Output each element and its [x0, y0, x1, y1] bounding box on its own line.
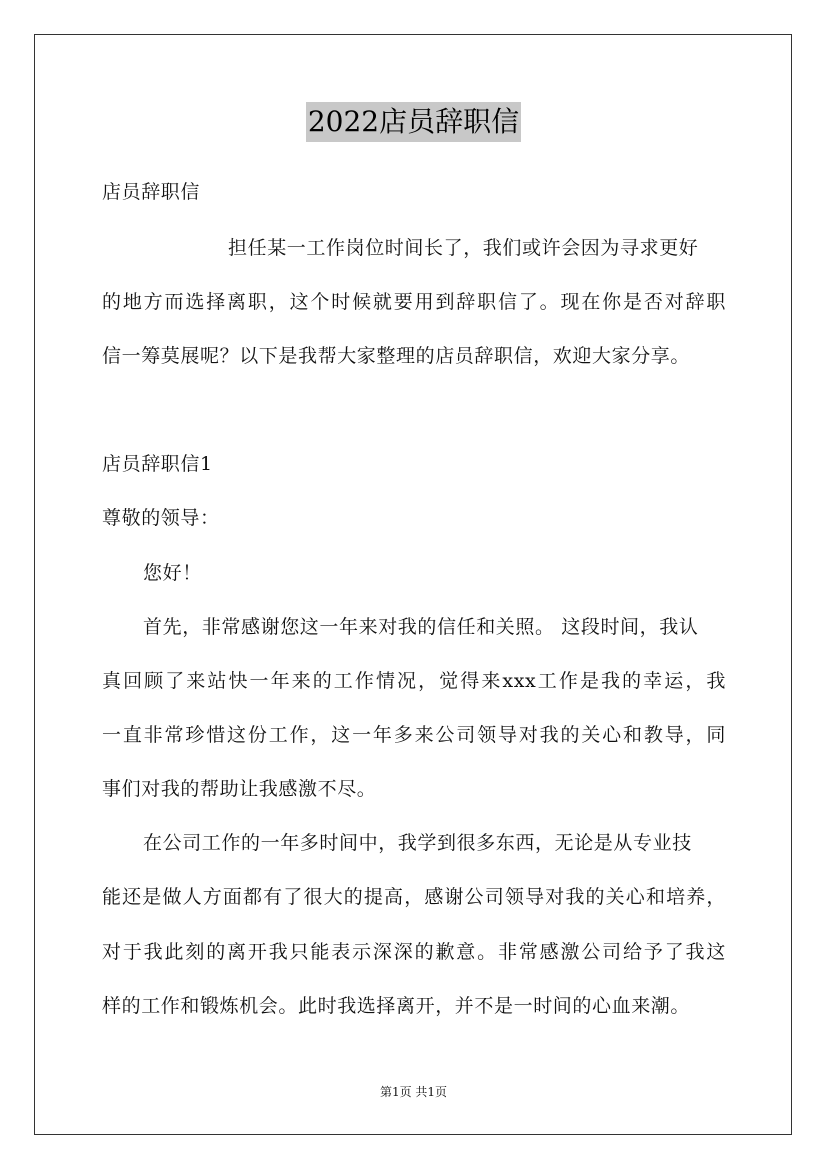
- document-title: 2022店员辞职信: [306, 102, 521, 142]
- page-footer: 第1页 共1页: [379, 1085, 448, 1099]
- body-line-8: 样的工作和锻炼机会。此时我选择离开，并不是一时间的心血来潮。: [102, 995, 691, 1017]
- body-line-6: 能还是做人方面都有了很大的提高，感谢公司领导对我的关心和培养，: [102, 886, 726, 908]
- intro-line-1: 担任某一工作岗位时间长了，我们或许会因为寻求更好: [228, 237, 699, 259]
- greeting: 您好！: [143, 562, 202, 584]
- title-container: [0, 102, 827, 142]
- intro-line-2: 的地方而选择离职，这个时候就要用到辞职信了。现在你是否对辞职: [102, 291, 726, 313]
- section-heading: 店员辞职信1: [102, 453, 213, 475]
- body-line-2: 真回顾了来站快一年来的工作情况，觉得来xxx工作是我的幸运，我: [102, 670, 726, 692]
- body-line-1: 首先，非常感谢您这一年来对我的信任和关照。 这段时间，我认: [143, 616, 699, 638]
- body-line-4: 事们对我的帮助让我感激不尽。: [102, 778, 377, 800]
- salutation: 尊敬的领导：: [102, 507, 220, 529]
- body-line-3: 一直非常珍惜这份工作，这一年多来公司领导对我的关心和教导，同: [102, 724, 726, 746]
- body-line-7: 对于我此刻的离开我只能表示深深的歉意。非常感激公司给予了我这: [102, 941, 726, 963]
- body-line-5: 在公司工作的一年多时间中，我学到很多东西，无论是从专业技: [143, 832, 692, 854]
- intro-line-3: 信一筹莫展呢？以下是我帮大家整理的店员辞职信，欢迎大家分享。: [102, 345, 691, 367]
- subtitle-line: 店员辞职信: [102, 181, 201, 203]
